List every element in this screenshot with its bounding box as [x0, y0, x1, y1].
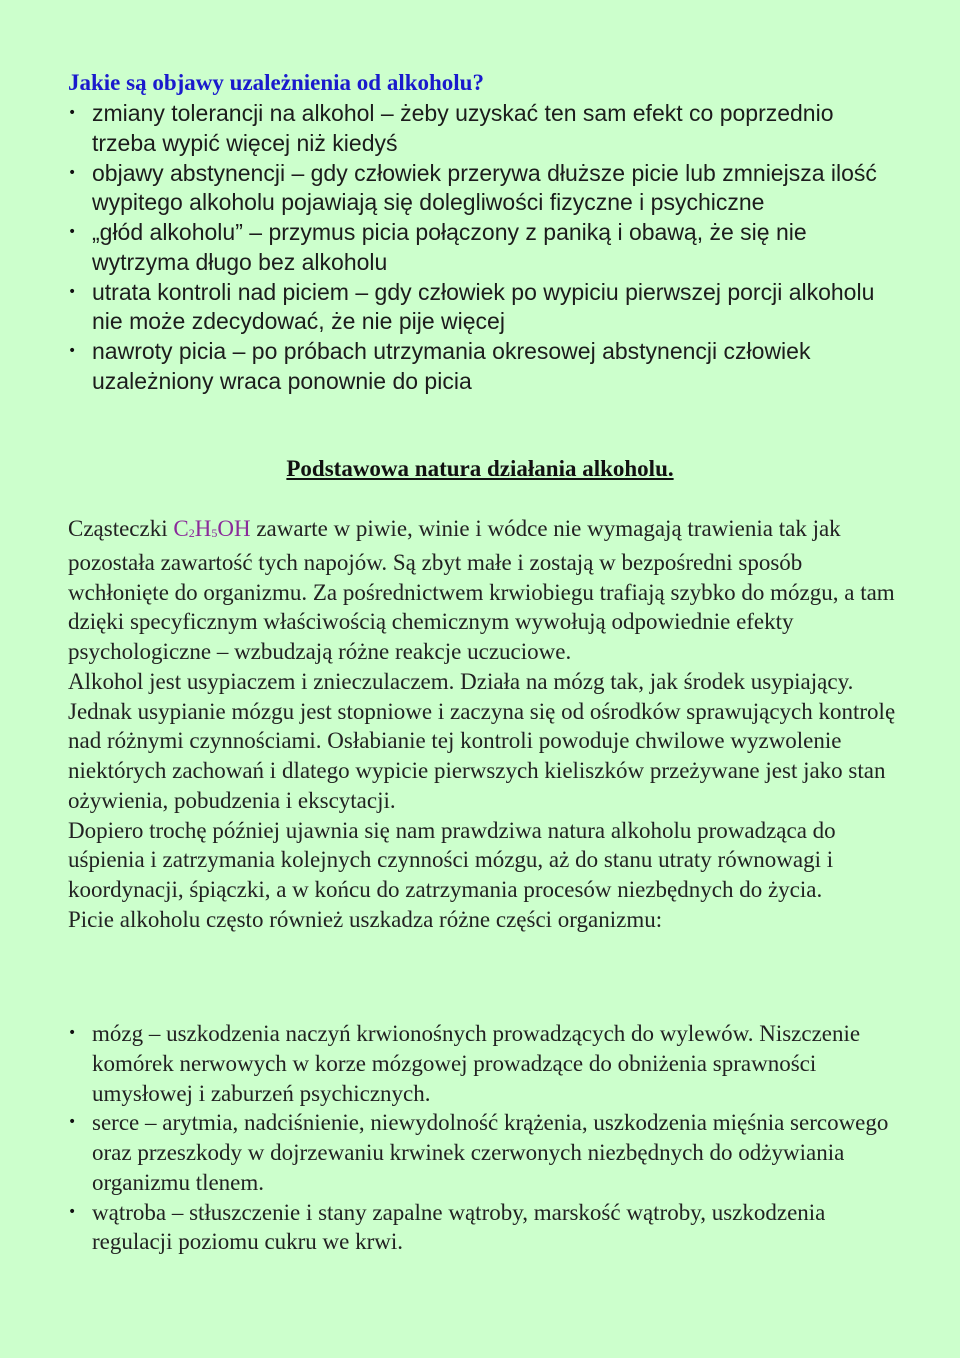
formula-part: H — [194, 516, 212, 541]
list-item: • utrata kontroli nad piciem – gdy człowiek po wypiciu pierwszej porcji alkoholu nie może zdecydować, że nie pije więcej — [68, 278, 898, 338]
organ-damage-list — [68, 1019, 898, 1257]
list-item: • objawy abstynencji – gdy człowiek przerywa dłuższe picie lub zmniejsza ilość wypitego alkoholu pojawiają się dolegliwości fizyczne i psychiczne — [68, 159, 898, 219]
paragraph-damage-intro: Picie alkoholu często również uszkadza różne części organizmu: — [68, 906, 663, 932]
body-text — [68, 514, 898, 935]
paragraph-text: Cząsteczki — [68, 516, 174, 541]
list-item: • „głód alkoholu” – przymus picia połączony z paniką i obawą, że się nie wytrzyma długo bez alkoholu — [68, 218, 898, 278]
paragraph-molecules — [68, 514, 898, 667]
list-item: • wątroba – stłuszczenie i stany zapalne wątroby, marskość wątroby, uszkodzenia regulacji poziomu cukru we krwi. — [68, 1198, 898, 1258]
paragraph-text: zawarte w piwie, winie i wódce nie wymagają trawienia tak jak pozostała zawartość tych napojów. Są zbyt małe i zostają w bezpośredni sposób wchłonięte do organizmu. Za pośrednictwem krwiobiegu trafiają szybko do mózgu, a tam dzięki specyficznym właściwością chemicznym wywołują odpowiednie efekty psychologiczne – wzbudzają różne reakcje uczuciowe. — [68, 516, 895, 664]
paragraph-sedative: Alkohol jest usypiaczem i znieczulaczem. Działa na mózg tak, jak środek usypiający. Jednak usypianie mózgu jest stopniowe i zaczyna się od ośrodków sprawujących kontrolę nad różnymi czynnościami. Osłabianie tej kontroli powoduje chwilowe wyzwolenie niektórych zachowań i dlatego wypicie pierwszych kieliszków przeżywane jest jako stan ożywienia, pobudzenia i ekscytacji. — [68, 668, 896, 813]
formula-part: C — [173, 516, 189, 541]
list-item: • serce – arytmia, nadciśnienie, niewydolność krążenia, uszkodzenia mięśnia sercowego oraz przeszkody w dojrzewaniu krwinek czerwonych niezbędnych do odżywiania organizmu tlenem. — [68, 1108, 898, 1197]
nature-heading: Podstawowa natura działania alkoholu. — [286, 456, 674, 481]
formula-subscript: 5 — [211, 526, 218, 540]
formula-subscript: 2 — [188, 526, 195, 540]
paragraph-true-nature: Dopiero trochę później ujawnia się nam prawdziwa natura alkoholu prowadząca do uśpienia i zatrzymania kolejnych czynności mózgu, aż do stanu utraty równowagi i koordynacji, śpiączki, a w końcu do zatrzymania procesów niezbędnych do życia. — [68, 817, 836, 902]
list-item: • nawroty picia – po próbach utrzymania okresowej abstynencji człowiek uzależniony wraca ponownie do picia — [68, 337, 898, 397]
symptoms-heading: Jakie są objawy uzależnienia od alkoholu? — [68, 70, 484, 95]
list-item: • mózg – uszkodzenia naczyń krwionośnych prowadzących do wylewów. Niszczenie komórek nerwowych w korze mózgowej prowadzące do obniżenia sprawności umysłowej i zaburzeń psychicznych. — [68, 1019, 898, 1108]
list-item: • zmiany tolerancji na alkohol – żeby uzyskać ten sam efekt co poprzednio trzeba wypić więcej niż kiedyś — [68, 99, 898, 159]
chemical-formula — [173, 516, 250, 541]
symptoms-list — [68, 99, 898, 397]
formula-part: OH — [217, 516, 251, 541]
